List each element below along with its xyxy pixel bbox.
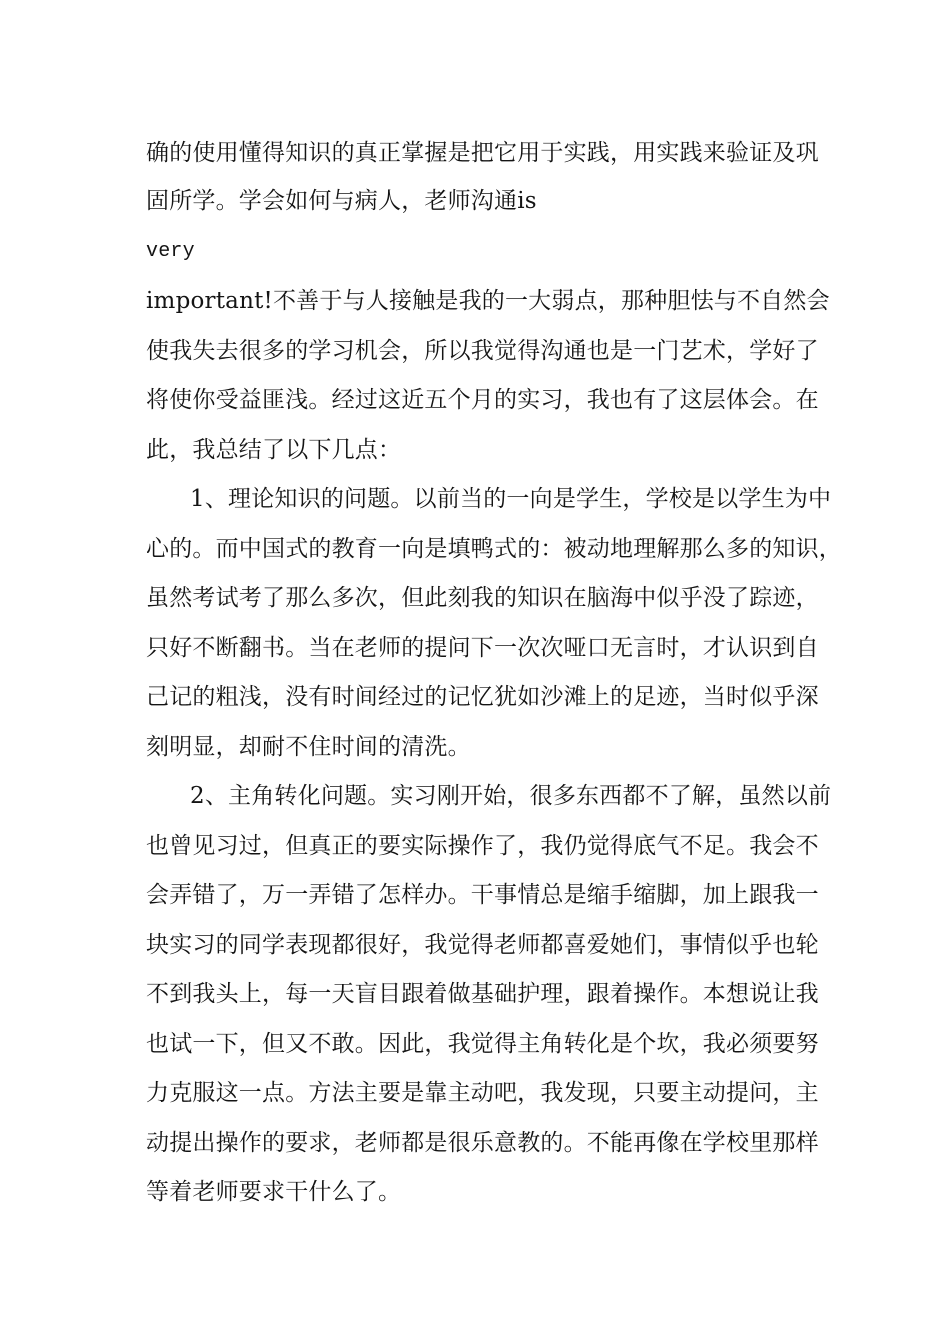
text-line: 心的。而中国式的教育一向是填鸭式的：被动地理解那么多的知识， bbox=[146, 536, 842, 562]
paragraph-heading-2: 2、主角转化问题。实习刚开始，很多东西都不了解，虽然以前 bbox=[190, 783, 832, 809]
text-line: 刻明显，却耐不住时间的清洗。 bbox=[146, 734, 471, 760]
text-line: 不到我头上，每一天盲目跟着做基础护理，跟着操作。本想说让我 bbox=[146, 981, 819, 1007]
text-line: 也曾见习过，但真正的要实际操作了，我仍觉得底气不足。我会不 bbox=[146, 833, 819, 859]
text-line: very bbox=[146, 240, 195, 263]
text-line: 会弄错了，万一弄错了怎样办。干事情总是缩手缩脚，加上跟我一 bbox=[146, 882, 819, 908]
text-line: 将使你受益匪浅。经过这近五个月的实习，我也有了这层体会。在 bbox=[146, 387, 819, 413]
text-line: 己记的粗浅，没有时间经过的记忆犹如沙滩上的足迹，当时似乎深 bbox=[146, 684, 819, 710]
text-line: 等着老师要求干什么了。 bbox=[146, 1179, 402, 1205]
text-line: 此，我总结了以下几点： bbox=[146, 437, 402, 463]
paragraph-heading-1: 1、理论知识的问题。以前当的一向是学生，学校是以学生为中 bbox=[190, 486, 832, 512]
text-line: 确的使用懂得知识的真正掌握是把它用于实践，用实践来验证及巩 bbox=[146, 140, 819, 166]
text-line: important!不善于与人接触是我的一大弱点，那种胆怯与不自然会 bbox=[146, 288, 830, 314]
text-line: 力克服这一点。方法主要是靠主动吧，我发现，只要主动提问，主 bbox=[146, 1080, 819, 1106]
text-line: 也试一下，但又不敢。因此，我觉得主角转化是个坎，我必须要努 bbox=[146, 1031, 819, 1057]
text-line: 使我失去很多的学习机会，所以我觉得沟通也是一门艺术，学好了 bbox=[146, 338, 819, 364]
text-line: 块实习的同学表现都很好，我觉得老师都喜爱她们，事情似乎也轮 bbox=[146, 932, 819, 958]
text-line: 虽然考试考了那么多次，但此刻我的知识在脑海中似乎没了踪迹， bbox=[146, 585, 819, 611]
text-line: 动提出操作的要求，老师都是很乐意教的。不能再像在学校里那样 bbox=[146, 1130, 819, 1156]
text-line: 只好不断翻书。当在老师的提问下一次次哑口无言时，才认识到自 bbox=[146, 635, 819, 661]
text-line: 固所学。学会如何与病人，老师沟通is bbox=[146, 188, 537, 214]
